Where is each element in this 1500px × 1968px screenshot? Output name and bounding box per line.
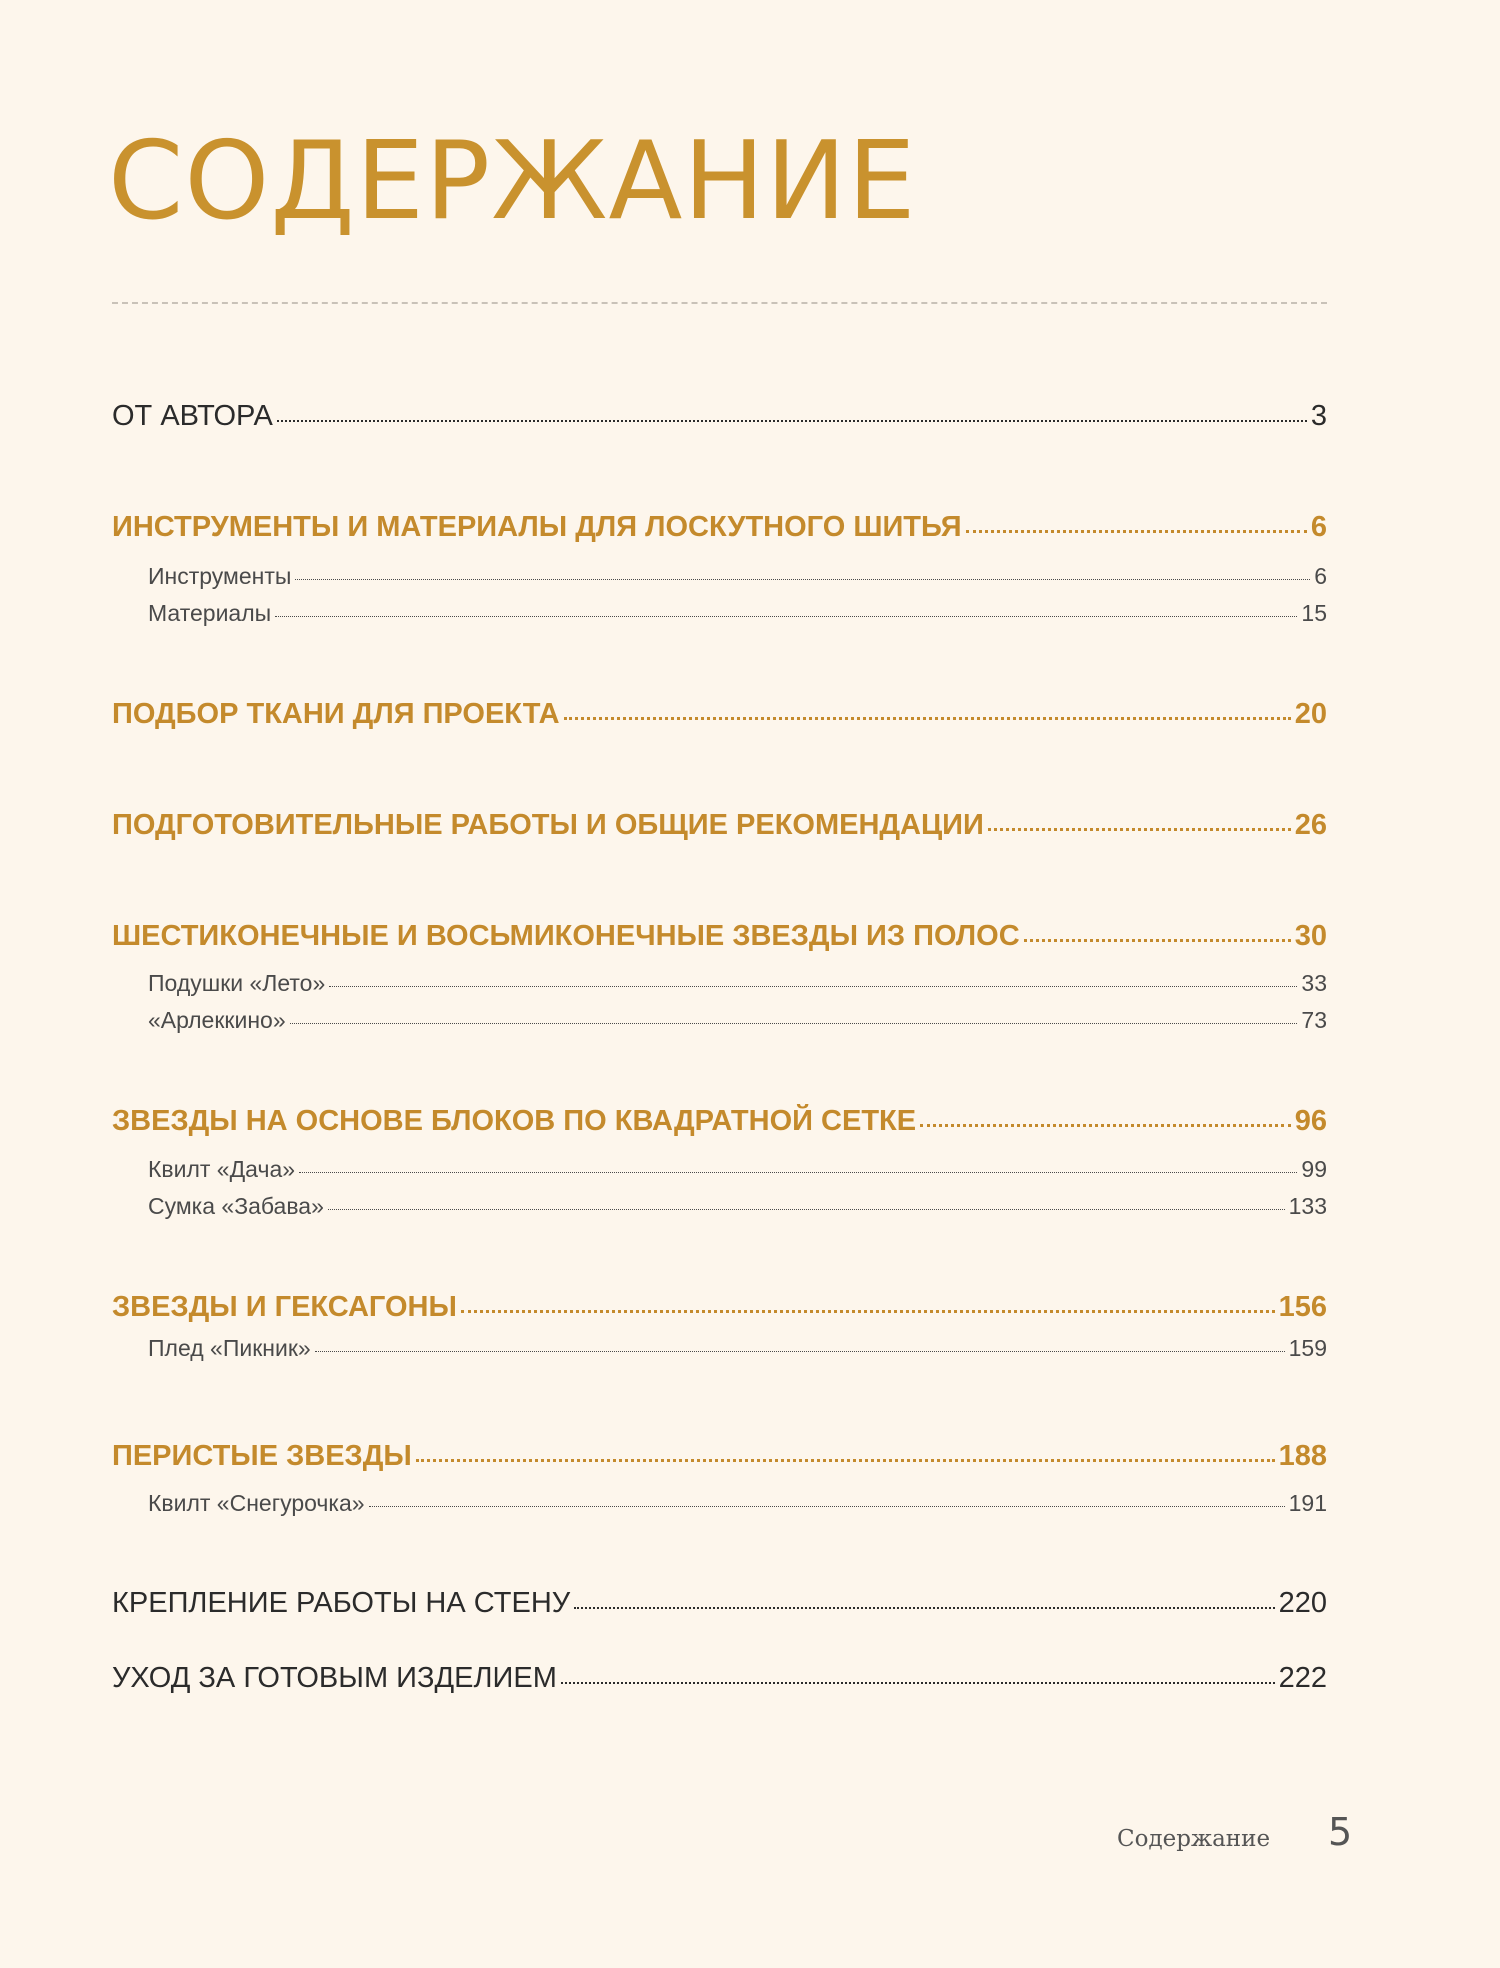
title-divider (112, 302, 1327, 304)
toc-entry-square-grid-stars[interactable] (112, 1105, 1327, 1138)
dot-leader (277, 420, 1307, 422)
toc-page: 73 (1301, 1007, 1327, 1033)
toc-label: Подушки «Лето» (148, 970, 326, 996)
toc-page: 96 (1294, 1105, 1327, 1137)
toc-label: ШЕСТИКОНЕЧНЫЕ И ВОСЬМИКОНЕЧНЫЕ ЗВЕЗДЫ ИЗ ПОЛОС (112, 920, 1020, 952)
dot-leader (416, 1459, 1275, 1462)
dot-leader (988, 828, 1291, 831)
toc-page: 3 (1310, 400, 1327, 432)
toc-page: 159 (1288, 1335, 1327, 1361)
toc-page: 191 (1288, 1490, 1327, 1516)
toc-label: Инструменты (148, 563, 292, 589)
toc-subentry-materials[interactable] (148, 600, 1327, 627)
dot-leader (329, 986, 1297, 987)
toc-subentry-arlekkino[interactable] (148, 1007, 1327, 1034)
page-number: 5 (1328, 1810, 1353, 1854)
toc-subentry-dacha-quilt[interactable] (148, 1156, 1327, 1183)
toc-label: ПОДГОТОВИТЕЛЬНЫЕ РАБОТЫ И ОБЩИЕ РЕКОМЕНДАЦИИ (112, 809, 984, 841)
toc-label: КРЕПЛЕНИЕ РАБОТЫ НА СТЕНУ (112, 1587, 571, 1619)
toc-page: 133 (1288, 1193, 1327, 1219)
toc-page: 222 (1278, 1662, 1327, 1694)
toc-label: ПОДБОР ТКАНИ ДЛЯ ПРОЕКТА (112, 698, 560, 730)
toc-page: 6 (1310, 511, 1327, 543)
toc-entry-fabric-selection[interactable] (112, 698, 1327, 731)
toc-subentry-piknik-plaid[interactable] (148, 1335, 1327, 1362)
dot-leader (299, 1172, 1297, 1173)
toc-label: Плед «Пикник» (148, 1335, 311, 1361)
toc-page: 99 (1301, 1156, 1327, 1182)
toc-page: 6 (1314, 563, 1327, 589)
dot-leader (290, 1023, 1298, 1024)
toc-page: 33 (1301, 970, 1327, 996)
toc-entry-tools-materials[interactable] (112, 511, 1327, 544)
toc-label: ЗВЕЗДЫ И ГЕКСАГОНЫ (112, 1291, 457, 1323)
toc-label: ПЕРИСТЫЕ ЗВЕЗДЫ (112, 1440, 412, 1472)
dot-leader (966, 530, 1307, 533)
toc-subentry-zabava-bag[interactable] (148, 1193, 1327, 1220)
toc-page: 188 (1278, 1440, 1327, 1472)
dot-leader (574, 1607, 1274, 1609)
dot-leader (561, 1682, 1275, 1684)
toc-label: УХОД ЗА ГОТОВЫМ ИЗДЕЛИЕМ (112, 1662, 557, 1694)
dot-leader (920, 1124, 1291, 1127)
toc-page: 156 (1278, 1291, 1327, 1323)
toc-entry-feathered-stars[interactable] (112, 1440, 1327, 1473)
toc-subentry-tools[interactable] (148, 563, 1327, 590)
dot-leader (275, 616, 1297, 617)
toc-label: ЗВЕЗДЫ НА ОСНОВЕ БЛОКОВ ПО КВАДРАТНОЙ СЕТКЕ (112, 1105, 917, 1137)
dot-leader (295, 579, 1310, 580)
toc-label: «Арлеккино» (148, 1007, 286, 1033)
dot-leader (1024, 939, 1291, 942)
toc-entry-preparation[interactable] (112, 809, 1327, 842)
toc-page: 15 (1301, 600, 1327, 626)
dot-leader (315, 1351, 1285, 1352)
toc-label: Сумка «Забава» (148, 1193, 324, 1219)
toc-entry-hexagons[interactable] (112, 1291, 1327, 1324)
toc-page: 20 (1294, 698, 1327, 730)
toc-entry-author[interactable] (112, 400, 1327, 433)
dot-leader (461, 1310, 1275, 1313)
toc-label: Материалы (148, 600, 272, 626)
page-title: СОДЕРЖАНИЕ (108, 119, 917, 244)
toc-subentry-snegurochka-quilt[interactable] (148, 1490, 1327, 1517)
toc-entry-care[interactable] (112, 1662, 1327, 1695)
toc-entry-strip-stars[interactable] (112, 920, 1327, 953)
toc-page: 220 (1278, 1587, 1327, 1619)
toc-label: ОТ АВТОРА (112, 400, 273, 432)
toc-page: 26 (1294, 809, 1327, 841)
toc-label: ИНСТРУМЕНТЫ И МАТЕРИАЛЫ ДЛЯ ЛОСКУТНОГО ШИТЬЯ (112, 511, 962, 543)
dot-leader (369, 1506, 1285, 1507)
toc-entry-wall-mounting[interactable] (112, 1587, 1327, 1620)
toc-page: 30 (1294, 920, 1327, 952)
toc-subentry-leto-pillows[interactable] (148, 970, 1327, 997)
dot-leader (328, 1209, 1285, 1210)
running-footer-title: Содержание (1117, 1826, 1271, 1852)
toc-label: Квилт «Дача» (148, 1156, 296, 1182)
dot-leader (564, 717, 1291, 720)
toc-label: Квилт «Снегурочка» (148, 1490, 365, 1516)
